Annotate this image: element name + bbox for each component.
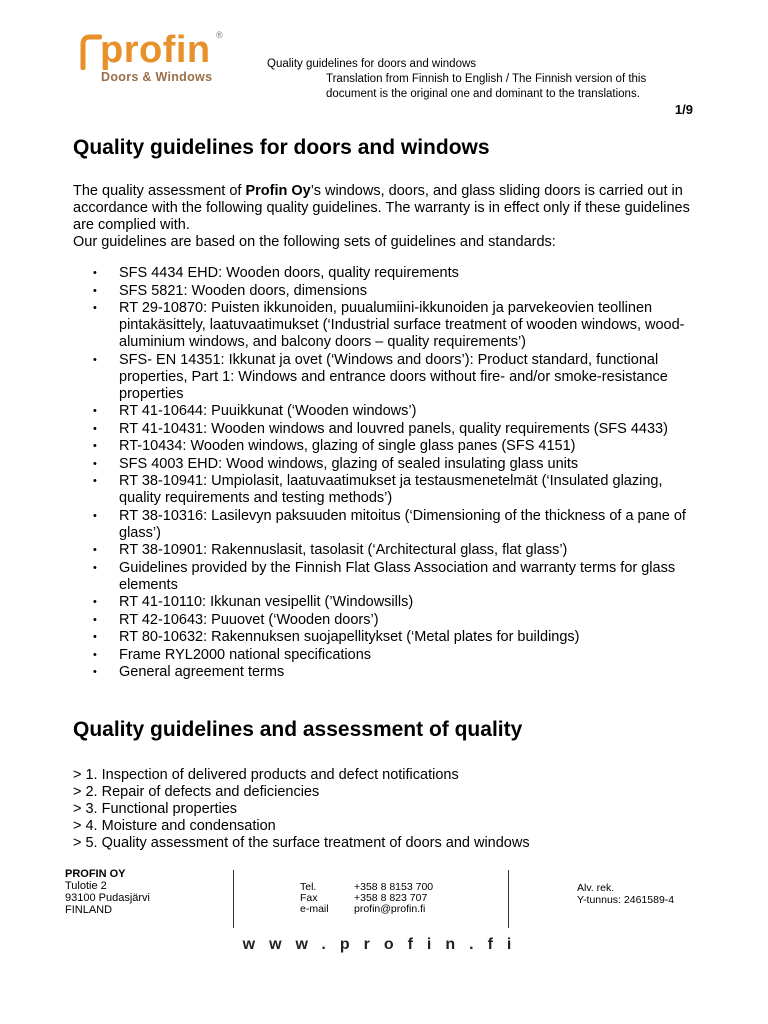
standard-text: RT 38-10901: Rakennuslasit, tasolasit (‘Architectural glass, flat glass’) [119,542,568,558]
ytunnus-label: Y-tunnus: [577,894,621,906]
footer-city: 93100 Pudasjärvi [65,892,151,904]
fax-label: Fax [300,892,318,904]
topic-link[interactable]: > 4. Moisture and condensation [73,818,276,834]
bullet-icon: • [93,353,97,366]
email-link[interactable]: profin@profin.fi [354,903,426,915]
header-title: Quality guidelines for doors and windows [267,58,477,70]
footer-tax [577,882,674,906]
standard-item [73,647,703,664]
bullet-icon: • [93,440,97,452]
email-label: e-mail [300,903,329,915]
topic-link[interactable]: > 2. Repair of defects and deficiencies [73,784,320,800]
standards-list [73,265,703,682]
standard-item [73,438,703,455]
bullet-icon: • [93,544,97,556]
standard-text: RT 38-10941: Umpiolasit, laatuvaatimukset ja testausmenetelmät (‘Insulated glazing, quality requirements and testing methods’) [119,473,663,506]
bullet-icon: • [93,405,97,417]
standard-item [73,283,703,300]
standard-text: SFS 4003 EHD: Wood windows, glazing of sealed insulating glass units [119,455,579,472]
standard-text: RT-10434: Wooden windows, glazing of single glass panes (SFS 4151) [119,438,576,454]
standard-item [73,560,703,594]
bullet-icon: • [93,631,97,643]
bullet-icon: • [93,666,97,678]
standard-item [73,403,703,420]
standard-item [73,594,703,611]
topic-link[interactable]: > 3. Functional properties [73,801,238,817]
translation-note: Translation from Finnish to English / The Finnish version of this document is the original one and dominant to the translations. [326,73,647,100]
bullet-icon: • [93,284,97,297]
standard-item [73,612,703,629]
intro-pre: The quality assessment of [73,183,246,199]
standard-item [73,265,703,282]
standard-item [73,421,703,438]
intro-post: ’s windows, doors, and glass sliding doors is carried out in accordance with the following quality guidelines. The warranty is in effect only if these guidelines are complied with. [73,183,690,233]
bullet-icon: • [93,561,97,574]
footer-company: PROFIN OY [65,868,126,880]
assessment-heading: Quality guidelines and assessment of quality [73,718,523,741]
topic-link[interactable]: > 5. Quality assessment of the surface treatment of doors and windows [73,835,530,851]
bullet-icon: • [93,302,97,314]
tel-value: +358 8 8153 700 [354,881,434,893]
bullet-icon: • [93,422,97,435]
main-heading: Quality guidelines for doors and windows [73,136,490,159]
standard-text: Guidelines provided by the Finnish Flat Glass Association and warranty terms for glass elements [119,559,676,593]
standard-item [73,664,703,681]
standard-text: RT 41-10110: Ikkunan vesipellit (’Windowsills) [119,594,414,610]
topics-list [73,767,530,852]
standard-item [73,352,703,403]
standard-text: SFS 5821: Wooden doors, dimensions [119,282,367,299]
footer-address [65,868,150,916]
bullet-icon: • [93,267,97,279]
bullet-icon: • [93,613,97,626]
vat-label: Alv. rek. [577,882,615,894]
footer-divider [508,870,509,928]
page-number: 1/9 [674,102,693,117]
footer-contact [300,882,433,915]
intro-text [73,183,713,234]
footer-country: FINLAND [65,904,113,916]
standard-text: RT 41-10431: Wooden windows and louvred panels, quality requirements (SFS 4433) [119,420,668,437]
standard-item [73,542,703,559]
footer-divider [233,870,234,928]
topic-link[interactable]: > 1. Inspection of delivered products and defect notifications [73,767,459,783]
bullet-icon: • [93,457,97,470]
logo-tagline: Doors & Windows [101,70,213,84]
standard-text: Frame RYL2000 national specifications [119,646,372,663]
intro-line2: Our guidelines are based on the following sets of guidelines and standards: [73,234,556,250]
standard-item [73,473,703,507]
profin-logo-mark-icon [80,34,102,70]
standard-text: RT 80-10632: Rakennuksen suojapellitykset (‘Metal plates for buildings) [119,629,580,645]
ytunnus-value: 2461589-4 [623,894,675,906]
bullet-icon: • [93,596,97,608]
fax-value: +358 8 823 707 [354,892,428,904]
company-logo [80,28,230,86]
standard-text: General agreement terms [119,664,285,680]
registered-mark: ® [216,30,223,40]
tel-label: Tel. [300,881,317,893]
company-name: Profin Oy [245,183,311,199]
bullet-icon: • [93,648,97,661]
footer-street: Tulotie 2 [65,880,107,892]
standard-text: SFS 4434 EHD: Wooden doors, quality requirements [119,265,459,281]
standard-item [73,629,703,646]
standard-text: RT 41-10644: Puuikkunat (‘Wooden windows’) [119,403,417,419]
website-link[interactable]: www.profin.fi [242,936,526,953]
standard-item [73,508,703,542]
standard-text: RT 29-10870: Puisten ikkunoiden, puualumiini-ikkunoiden ja parvekeovien teollinen pintakäsittely, laatuvaatimukset (‘Industrial surface treatment of wooden windows, wood-aluminium windows, and balcony doors – quality requirements’) [119,300,685,350]
standard-item [73,456,703,473]
standard-text: RT 38-10316: Lasilevyn paksuuden mitoitus (‘Dimensioning of the thickness of a pane of glass’) [119,507,686,541]
standard-item [73,300,703,351]
intro-paragraph [73,183,713,251]
standard-text: SFS- EN 14351: Ikkunat ja ovet (‘Windows and doors’): Product standard, functional properties, Part 1: Windows and entrance doors without fire- and/or smoke-resistance properties [119,351,668,402]
bullet-icon: • [93,509,97,522]
logo-wordmark: profin [100,29,211,71]
standard-text: RT 42-10643: Puuovet (‘Wooden doors’) [119,611,379,628]
bullet-icon: • [93,475,97,487]
